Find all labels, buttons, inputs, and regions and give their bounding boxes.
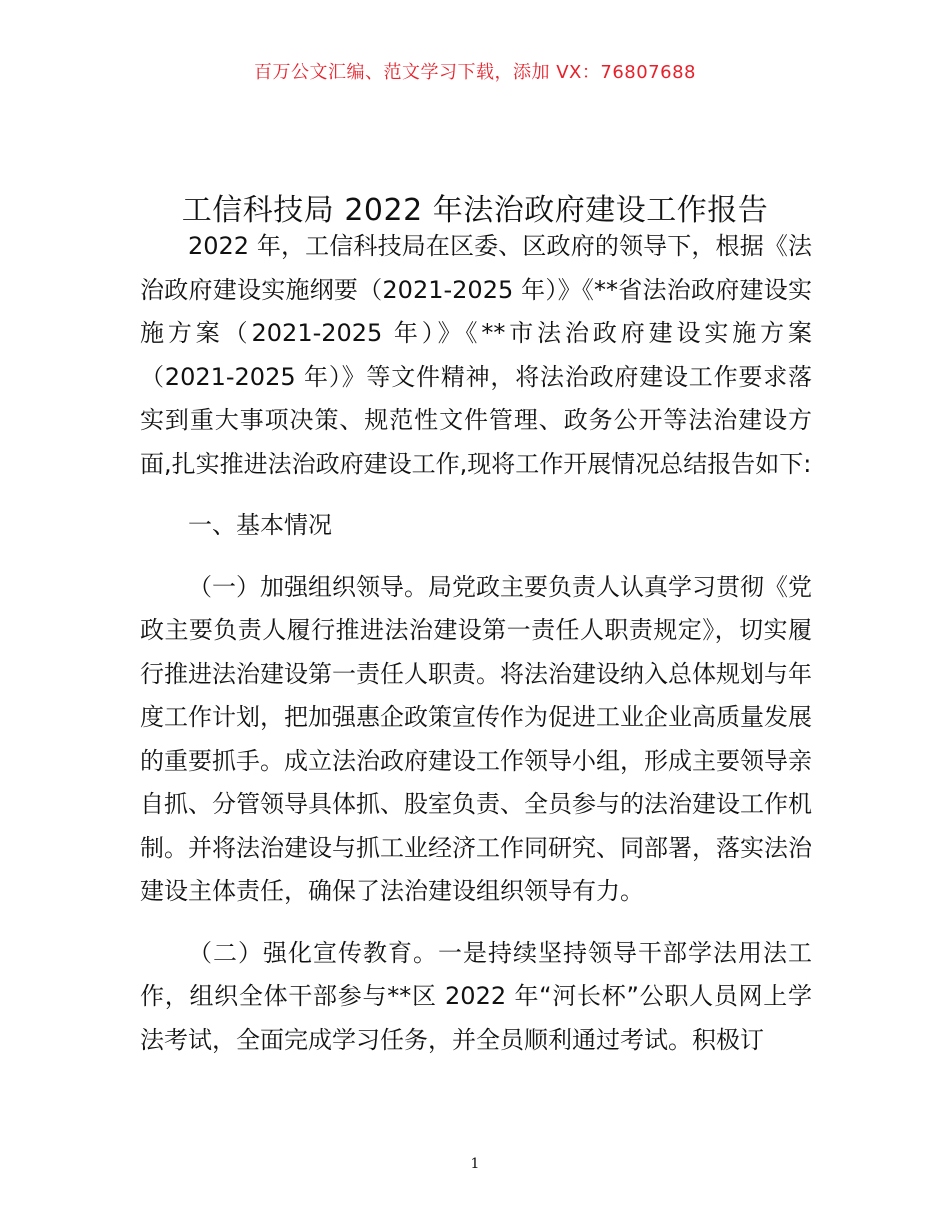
paragraph-publicity-education: （二）强化宣传教育。一是持续坚持领导干部学法用法工作，组织全体干部参与**区 2022 年“河长杯”公职人员网上学法考试，全面完成学习任务，并全员顺利通过考试。积极订 bbox=[140, 938, 812, 1054]
watermark-banner: 百万公文汇编、范文学习下载，添加 VX：76807688 bbox=[254, 62, 696, 83]
page-number: 1 bbox=[470, 1156, 480, 1172]
paragraph-organization-leadership: （一）加强组织领导。局党政主要负责人认真学习贯彻《党政主要负责人履行推进法治建设第一责任人职责规定》，切实履行推进法治建设第一责任人职责。将法治建设纳入总体规划与年度工作计划，把加强惠企政策宣传作为促进工业企业高质量发展的重要抓手。成立法治政府建设工作领导小组，形成主要领导亲自抓、分管领导具体抓、股室负责、全员参与的法治建设工作机制。并将法治建设与抓工业经济工作同研究、同部署，落实法治建设主体责任，确保了法治建设组织领导有力。 bbox=[140, 572, 812, 905]
document-title: 工信科技局 2022 年法治政府建设工作报告 bbox=[181, 193, 769, 229]
section-heading: 一、基本情况 bbox=[188, 511, 332, 539]
intro-paragraph: 2022 年，工信科技局在区委、区政府的领导下，根据《法治政府建设实施纲要（2021-2025 年）》《**省法治政府建设实施方案（2021-2025 年）》《**市法治政府建设实施方案（2021-2025 年）》等文件精神，将法治政府建设工作要求落实到重大事项决策、规范性文件管理、政务公开等法治建设方面,扎实推进法治政府建设工作,现将工作开展情况总结报告如下: bbox=[140, 232, 812, 478]
document-body bbox=[140, 225, 812, 1062]
